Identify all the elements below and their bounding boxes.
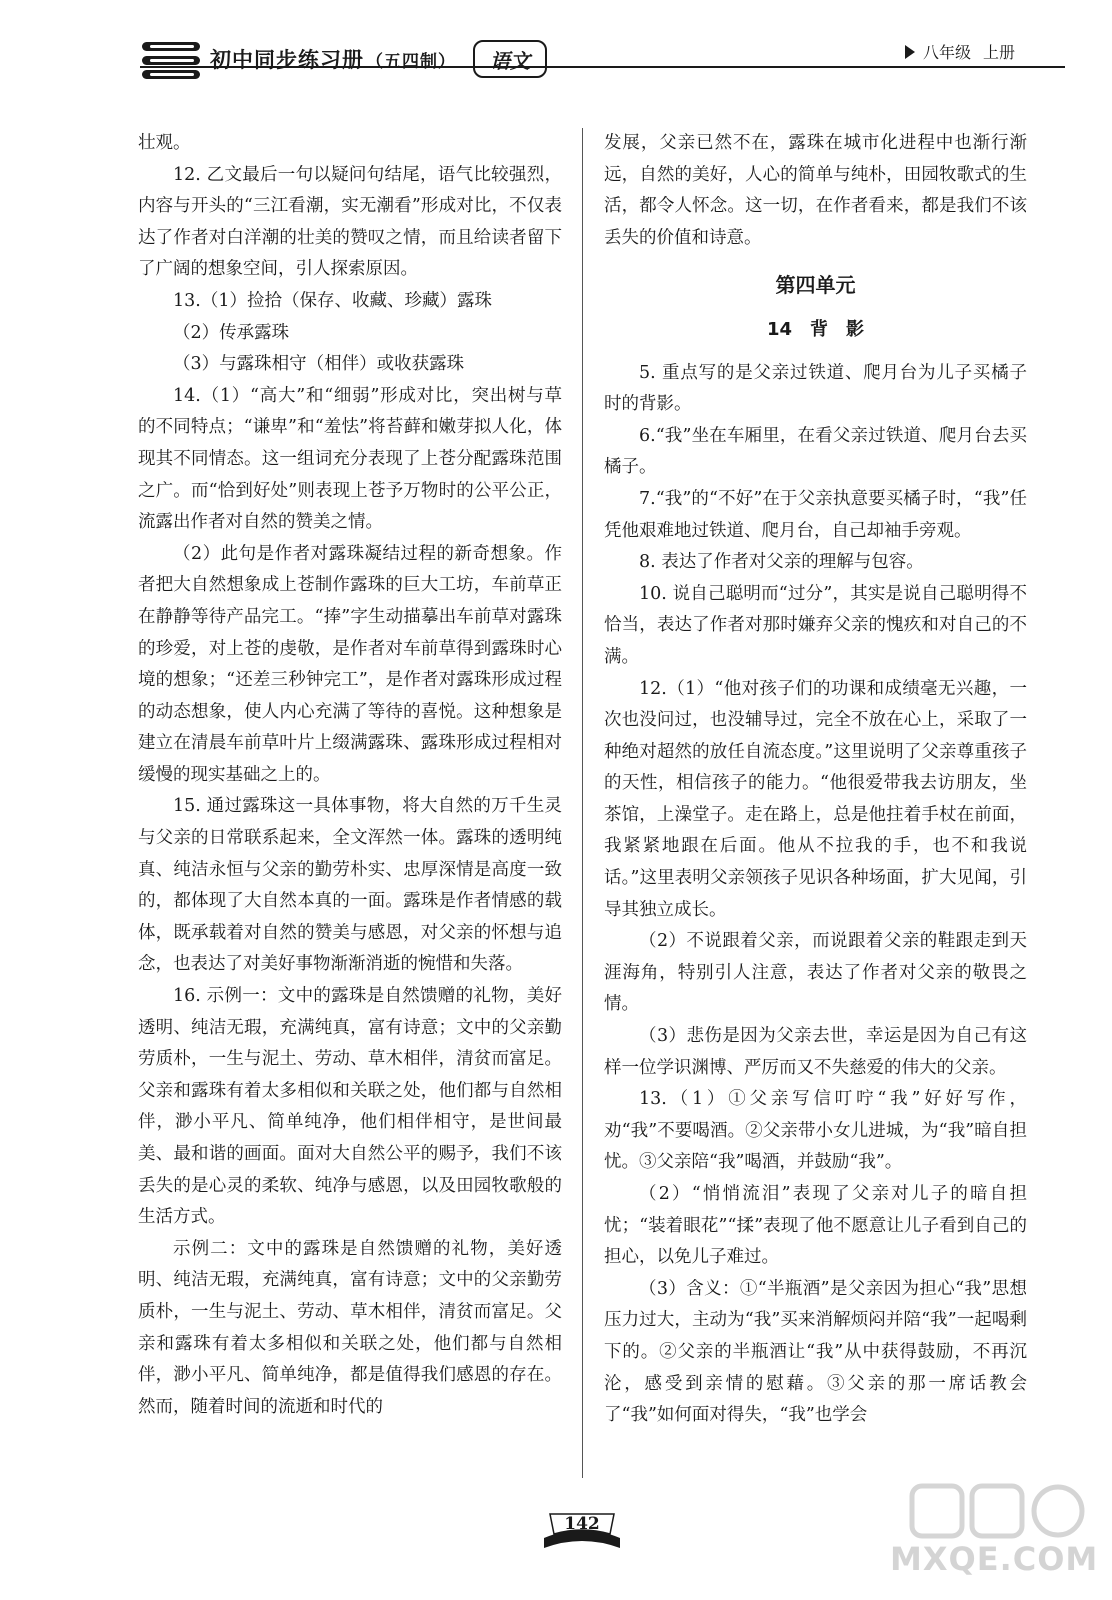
answer-paragraph: 8. 表达了作者对父亲的理解与包容。 [639,552,924,573]
answer-paragraph: 15. 通过露珠这一具体事物，将大自然的万千生灵与父亲的日常联系起来，全文浑然一体。露珠的透明纯真、纯洁永恒与父亲的勤劳朴实、忠厚深情是高度一致的，都体现了大自然本真的一面。露珠是作者情感的载体，既承载着对自然的赞美与感恩，对父亲的怀想与追念，也表达了对美好事物渐渐消逝的惋惜和失落。 [138,796,562,975]
answer-paragraph: 10. 说自己聪明而“过分”，其实是说自己聪明得不恰当，表达了作者对那时嫌弃父亲的愧疚和对自己的不满。 [604,583,1027,667]
page-header [0,0,1112,100]
right-column-body [604,358,1027,1432]
answer-paragraph: 12. 乙文最后一句以疑问句结尾，语气比较强烈，内容与开头的“三江看潮，实无潮看”形成对比，不仅表达了作者对白洋潮的壮美的赞叹之情，而且给读者留下了广阔的想象空间，引人探索原因。 [138,164,562,280]
watermark-logo-icon [908,1480,1088,1542]
answer-paragraph: （3）与露珠相守（相伴）或收获露珠 [173,354,465,375]
book-title-text: 初中同步练习册 [210,48,364,72]
answer-paragraph: （2）传承露珠 [173,322,290,343]
page-number-badge [540,1508,624,1558]
book-title [210,44,456,74]
header-rule [140,66,1065,68]
answer-paragraph: 13.（1）捡拾（保存、收藏、珍藏）露珠 [173,290,492,311]
volume-text: 上册 [983,43,1016,62]
answer-paragraph: 16. 示例一：文中的露珠是自然馈赠的礼物，美好透明、纯洁无瑕，充满纯真，富有诗意；文中的父亲勤劳质朴，一生与泥土、劳动、草木相伴，清贫而富足。父亲和露珠有着太多相似和关联之处，他们都与自然相伴，渺小平凡、简单纯净，他们相伴相守，是世间最美、最和谐的画面。面对大自然公平的赐予，我们不该丢失的是心灵的柔软、纯净与感恩，以及田园牧歌般的生活方式。 [138,986,562,1228]
answer-paragraph: （2）“悄悄流泪”表现了父亲对儿子的暗自担忧；“装着眼花”“揉”表现了他不愿意让儿子看到自己的担心，以免儿子难过。 [604,1184,1027,1268]
book-edition: （五四制） [366,52,456,72]
grade-text: 八年级 [923,43,972,62]
answer-paragraph: 14.（1）“高大”和“细弱”形成对比，突出树与草的不同特点；“谦卑”和“羞怯”将苔藓和嫩芽拟人化，体现其不同情态。这一组词充分表现了上苍分配露珠范围之广。而“恰到好处”则表现上苍予万物时的公平公正，流露出作者对自然的赞美之情。 [138,385,562,533]
left-column [138,128,562,1423]
answer-paragraph: 7.“我”的“不好”在于父亲执意要买橘子时，“我”任凭他艰难地过铁道、爬月台，自己却袖手旁观。 [604,488,1027,541]
unit-title: 第四单元 [775,273,856,298]
right-column [604,128,1027,1432]
book-stack-logo-icon [140,40,202,82]
grade-label [905,40,1015,63]
triangle-right-icon [905,45,915,59]
watermark-text: MXQE.COM [890,1540,1099,1578]
right-column-intro: 发展，父亲已然不在，露珠在城市化进程中也渐行渐远，自然的美好，人心的简单与纯朴，田园牧歌式的生活，都令人怀念。这一切，在作者看来，都是我们不该丢失的价值和诗意。 [604,133,1027,248]
answer-paragraph: 12.（1）“他对孩子们的功课和成绩毫无兴趣，一次也没问过，也没辅导过，完全不放在心上，采取了一种绝对超然的放任自流态度。”这里说明了父亲尊重孩子的天性，相信孩子的能力。“他很爱带我去访朋友，坐茶馆，上澡堂子。走在路上，总是他拄着手杖在前面，我紧紧地跟在后面。他从不拉我的手，也不和我说话。”这里表明父亲领孩子见识各种场面，扩大见闻，引导其独立成长。 [604,678,1027,920]
answer-paragraph: 6.“我”坐在车厢里，在看父亲过铁道、爬月台去买橘子。 [604,425,1027,478]
answer-paragraph: （2）此句是作者对露珠凝结过程的新奇想象。作者把大自然想象成上苍制作露珠的巨大工坊，车前草正在静静等待产品完工。“捧”字生动描摹出车前草对露珠的珍爱，对上苍的虔敬，是作者对车前草得到露珠时心境的想象；“还差三秒钟完工”，是作者对露珠形成过程的动态想象，使人内心充满了等待的喜悦。这种想象是建立在清晨车前草叶片上缀满露珠、露珠形成过程相对缓慢的现实基础之上的。 [138,543,562,785]
answer-paragraph: 5. 重点写的是父亲过铁道、爬月台为儿子买橘子时的背影。 [604,362,1027,415]
column-divider [582,128,583,1478]
answer-paragraph: 示例二：文中的露珠是自然馈赠的礼物，美好透明、纯洁无瑕，充满纯真，富有诗意；文中的父亲勤劳质朴，一生与泥土、劳动、草木相伴，清贫而富足。父亲和露珠有着太多相似和关联之处，他们都与自然相伴，渺小平凡、简单纯净，都是值得我们感恩的存在。然而，随着时间的流逝和时代的 [138,1238,562,1417]
answer-paragraph: （3）含义：①“半瓶酒”是父亲因为担心“我”思想压力过大，主动为“我”买来消解烦闷并陪“我”一起喝剩下的。②父亲的半瓶酒让“我”从中获得鼓励，不再沉沦，感受到亲情的慰藉。③父亲的那一席话教会了“我”如何面对得失，“我”也学会 [604,1278,1027,1426]
subject-badge: 语文 [473,40,547,78]
answer-paragraph: 13.（1）①父亲写信叮咛“我”好好写作，劝“我”不要喝酒。②父亲带小女儿进城，为“我”暗自担忧。③父亲陪“我”喝酒，并鼓励“我”。 [604,1089,1027,1173]
lesson-title: 14 背 影 [766,318,865,340]
answer-paragraph: （3）悲伤是因为父亲去世，幸运是因为自己有这样一位学识渊博、严厉而又不失慈爱的伟大的父亲。 [604,1026,1027,1078]
answer-paragraph: （2）不说跟着父亲，而说跟着父亲的鞋跟走到天涯海角，特别引人注意，表达了作者对父亲的敬畏之情。 [604,931,1027,1015]
page-number: 142 [564,1514,600,1534]
answer-paragraph: 壮观。 [138,133,191,153]
